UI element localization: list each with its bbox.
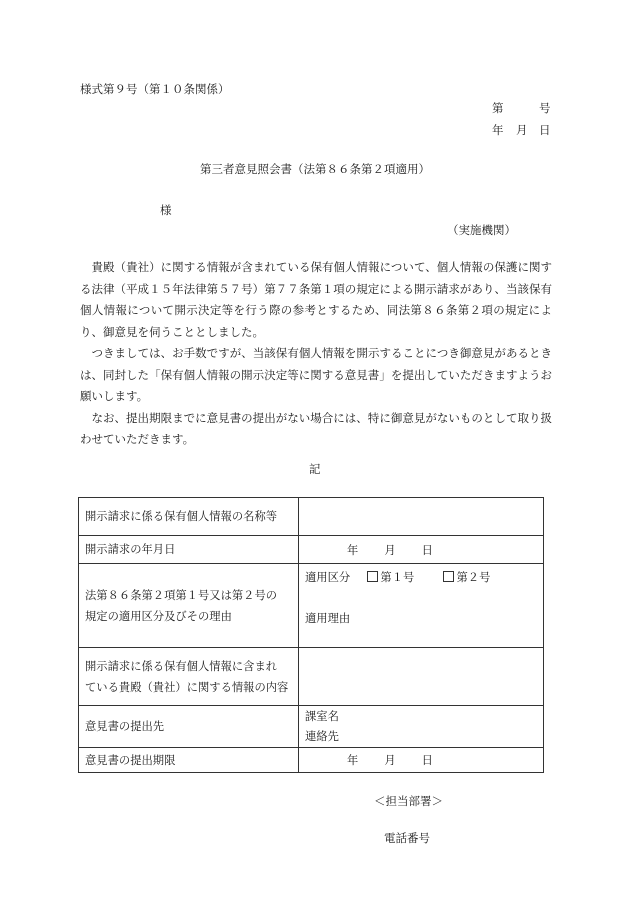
info-content-field[interactable] — [299, 648, 544, 706]
issuer-label: （実施機関） — [447, 223, 516, 237]
submission-destination-cell — [299, 706, 544, 748]
body-paragraph-3: なお、提出期限までに意見書の提出がない場合には、特に御意見がないものとして取り扱わせていただきます。 — [80, 410, 552, 446]
ki-heading: 記 — [309, 462, 321, 476]
category-label: 適用区分 — [305, 571, 351, 584]
date-day-label: 日 — [539, 123, 551, 137]
row-label-request-date: 開示請求の年月日 — [79, 536, 299, 564]
date-year: 年 — [347, 543, 359, 557]
option-2-label: 第２号 — [456, 571, 491, 584]
table-row — [79, 748, 544, 773]
row-label-applicable-category — [79, 564, 299, 648]
table-row — [79, 648, 544, 706]
row-label-submission-deadline: 意見書の提出期限 — [79, 748, 299, 773]
checkbox-option-1[interactable] — [367, 571, 378, 582]
checkbox-option-2[interactable] — [443, 571, 454, 582]
contact-label: 連絡先 — [305, 729, 339, 743]
addressee-suffix: 様 — [160, 203, 172, 217]
row-label-submission-destination: 意見書の提出先 — [79, 706, 299, 748]
applicable-category-cell — [299, 564, 544, 648]
option-1-label: 第１号 — [380, 571, 415, 584]
body-text — [80, 257, 552, 451]
label-line-1: 開示請求に係る保有個人情報に含まれ — [85, 659, 278, 673]
request-date-field[interactable] — [299, 536, 544, 564]
form-number: 様式第９号（第１０条関係） — [80, 82, 230, 96]
doc-number-prefix: 第 — [492, 101, 504, 115]
label-line-1: 法第８６条第２項第１号又は第２号の — [85, 588, 278, 602]
phone-label: 電話番号 — [384, 831, 430, 845]
document-title: 第三者意見照会書（法第８６条第２項適用） — [200, 162, 430, 176]
reason-label: 適用理由 — [305, 612, 351, 625]
body-paragraph-2: つきましては、お手数ですが、当該保有個人情報を開示することにつき御意見があるときは、同封した「保有個人情報の開示決定等に関する意見書」を提出していただきますようお願いします。 — [80, 346, 552, 403]
table-row — [79, 536, 544, 564]
label-line-2: 規定の適用区分及びその理由 — [85, 609, 232, 623]
row-label-info-name: 開示請求に係る保有個人情報の名称等 — [79, 498, 299, 536]
label-line-2: ている貴殿（貴社）に関する情報の内容 — [85, 680, 289, 694]
date-month: 月 — [384, 754, 396, 767]
department-label: ＜担当部署＞ — [374, 794, 443, 808]
submission-deadline-field[interactable] — [299, 748, 544, 773]
date-month: 月 — [384, 543, 396, 557]
date-day: 日 — [421, 543, 433, 557]
date-month-label: 月 — [516, 123, 528, 137]
date-year-label: 年 — [492, 123, 504, 137]
info-name-field[interactable] — [299, 498, 544, 536]
date-year: 年 — [347, 754, 359, 767]
body-paragraph-1: 貴殿（貴社）に関する情報が含まれている保有個人情報について、個人情報の保護に関する法律（平成１５年法律第５７号）第７７条第１項の規定による開示請求があり、当該保有個人情報について開示決定等を行う際の参考とするため、同法第８６条第２項の規定により、御意見を伺うこととしました。 — [80, 260, 552, 339]
row-label-info-content — [79, 648, 299, 706]
doc-number-suffix: 号 — [539, 101, 551, 115]
info-table — [78, 497, 544, 773]
table-row — [79, 564, 544, 648]
dept-label: 課室名 — [305, 709, 339, 723]
table-row — [79, 706, 544, 748]
table-row — [79, 498, 544, 536]
date-day: 日 — [421, 754, 433, 767]
